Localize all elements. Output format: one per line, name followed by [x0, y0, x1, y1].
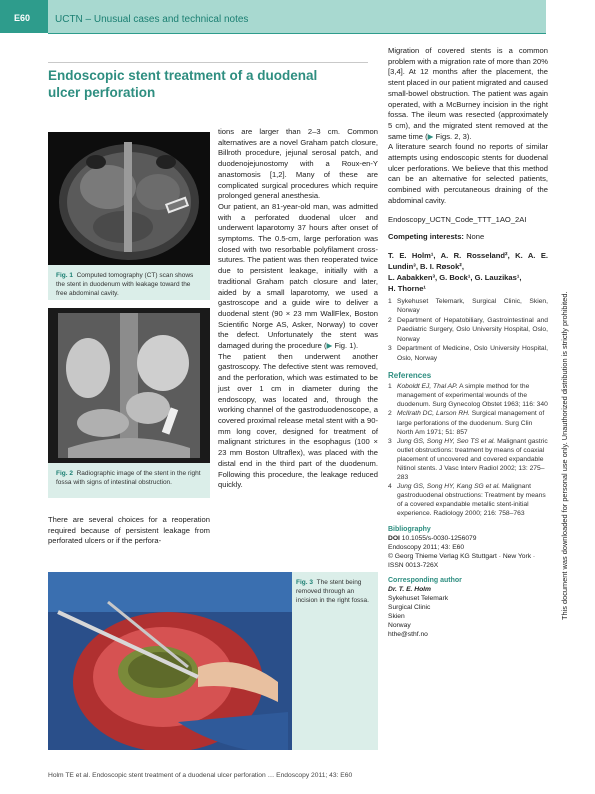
header-rule	[48, 33, 546, 34]
figure-1-caption: Fig. 1 Computed tomography (CT) scan shows the stent in duodenum with leakage toward the free abdominal cavity.	[56, 272, 194, 297]
email-link[interactable]: hthe@sthf.no	[388, 630, 428, 638]
figure-reference[interactable]: Figs. 2, 3	[435, 131, 467, 141]
affiliation-list	[388, 297, 548, 364]
affiliation-item: 3 Department of Medicine, Oslo University Hospital, Oslo, Norway	[388, 345, 548, 362]
paragraph: The patient then underwent another gastroscopy. The defective stent was removed, and the perforation, which was estimated to be just over 1 cm in diameter during the endoscopy, was located and, through the working channel of the gastroduodenoscope, a covered proximal release metal stent with a 90-mm long cover, designed for treatment of malignant strictures in the esophagus (100 × 23 mm Boston Ultraflex), was placed with the distal end in the third part of the duodenum. Following this procedure, the leakage reduced quickly.	[218, 351, 378, 490]
figure-2-caption: Fig. 2 Radiographic image of the stent in the right fossa with signs of intestinal obstruction.	[56, 470, 201, 486]
figure-ref-arrow-icon: ▶	[326, 341, 333, 351]
reference-item: 4 Jung GS, Song HY, Kang SG et al. Malignant gastroduodenal obstructions: Treatment by means of a covered expandable metallic stent-initial experience. Radiology 2000; 216: 758–763	[388, 483, 546, 518]
ct-scan-image	[48, 132, 210, 265]
references-section	[388, 371, 548, 518]
figure-2-label: Fig. 2	[56, 470, 73, 477]
article-title: Endoscopic stent treatment of a duodenal ulcer perforation	[48, 68, 318, 100]
page-footer: Holm TE et al. Endoscopic stent treatment of a duodenal ulcer perforation … Endoscopy 2011; 43: E60	[48, 772, 353, 779]
citation: Endoscopy 2011; 43: E60	[388, 543, 465, 551]
paragraph: Migration of covered stents is a common problem with a migration rate of more than 20% [3,4]. At 12 months after the placement, the stent placed in our patient migrated and caused small-bowel obstruction. The patient was again operated, with a McBurney incision in the right fossa. The ileum was resected (approximately 5 cm), and the migrated stent removed at the same time (▶ Figs. 2, 3).	[388, 46, 548, 141]
reference-item: 3 Jung GS, Song HY, Seo TS et al. Malignant gastric outlet obstructions: treatment by means of coaxial placement of uncovered and covered expandable Nitinol stents. J Vasc Interv Radiol 2002; 13: 275–283	[388, 437, 548, 482]
paragraph: tions are larger than 2–3 cm. Common alternatives are a novel Graham patch closure, Billroth procedure, jejunal serosal patch, and duodenojejunostomy with a Roux-en-Y anastomosis [1,2]. Many of these are complicated surgical procedures which require prolonged general anesthesia.	[218, 127, 378, 201]
correspondent-name: Dr. T. E. Holm	[388, 585, 431, 593]
paragraph: Our patient, an 81-year-old man, was admitted with a perforated duodenal ulcer and underwent laparotomy 37 hours after onset of symptoms. The 0.5-cm, large perforation was closed with two resorbable polyfilament cross-sutures. The patient was then reoperated twice due to persistent leakage, initially with a traditional Graham patch closure and later, aided by a small laparotomy, we used a gastroscope and a guide wire to deliver a duodenal stent (90 × 23 mm WallFlex, Boston Scientific Norge AS, Asker, Norway) to cover the defect. Unfortunately the stent was damaged during the procedure (▶ Fig. 1).	[218, 201, 378, 351]
surgery-photo	[48, 572, 292, 750]
competing-interests: Competing interests: None	[388, 232, 485, 242]
article-code: Endoscopy_UCTN_Code_TTT_1AO_2AI	[388, 214, 527, 224]
figure-reference[interactable]: Fig. 1	[334, 341, 354, 351]
title-rule	[48, 62, 368, 63]
doi: DOI 10.1055/s-0030-1256079	[388, 534, 477, 542]
figure-ref-arrow-icon: ▶	[427, 131, 434, 141]
reference-item: 1 Koboldt EJ, Thal AP. A simple method for the management of experimental wounds of the duodenum. Surg Gynecolog Obstet 1963; 116: 340	[388, 383, 548, 409]
bibliography-section	[388, 525, 548, 570]
left-column-text	[48, 515, 210, 547]
right-column-text	[388, 46, 548, 639]
figure-1-caption-panel	[48, 265, 210, 300]
figure-1	[48, 132, 210, 300]
page-number: E60	[0, 0, 48, 33]
figure-3-caption: Fig. 3 The stent being removed through an incision in the right fossa.	[296, 579, 369, 604]
figure-3-label: Fig. 3	[296, 579, 313, 586]
download-notice: This document was downloaded for personal use only. Unauthorized distribution is strictly prohibited.	[560, 291, 569, 620]
paragraph: A literature search found no reports of similar attempts using endoscopic stents for duodenal ulcer perforations. We believe that this method can be an alternative for selected patients, combined with percutaneous draining of the abdominal cavity.	[388, 142, 548, 205]
reference-item: 2 McIlrath DC, Larson RH. Surgical management of large perforations of the duodenum. Surg Clin North Am 1971; 51: 857	[388, 410, 545, 436]
affiliation-item: 1 Sykehuset Telemark, Surgical Clinic, Skien, Norway	[388, 297, 548, 315]
figure-3	[48, 572, 378, 750]
xray-image	[48, 308, 210, 463]
figure-2-caption-panel	[48, 463, 210, 498]
figure-2	[48, 308, 210, 498]
middle-column-text	[218, 127, 378, 491]
references-heading: References	[388, 371, 432, 381]
copyright: © Georg Thieme Verlag KG Stuttgart · New York · ISSN 0013-726X	[388, 552, 536, 569]
affiliation-item: 2 Department of Hepatobiliary, Gastrointestinal and Paediatric Surgery, Oslo University Hospital, Oslo, Norway	[388, 316, 548, 343]
paragraph: There are several choices for a reoperation required because of persistent leakage from perforated ulcers or if the perfora-	[48, 515, 210, 546]
bibliography-heading: Bibliography	[388, 525, 431, 533]
author-list: T. E. Holm¹, A. R. Rosseland², K. A. E. Lundin³, B. I. Røsok², L. Aabakken³, G. Bock¹, G. Lauzikas¹, H. Thorne¹	[388, 250, 548, 293]
reference-list	[388, 382, 548, 518]
section-header: UCTN – Unusual cases and technical notes	[48, 0, 546, 33]
correspondence-section: Corresponding author Dr. T. E. Holm Sykehuset Telemark Surgical Clinic Skien Norway hthe@sthf.no	[388, 576, 548, 639]
correspondence-heading: Corresponding author	[388, 576, 462, 584]
figure-1-label: Fig. 1	[56, 272, 73, 279]
